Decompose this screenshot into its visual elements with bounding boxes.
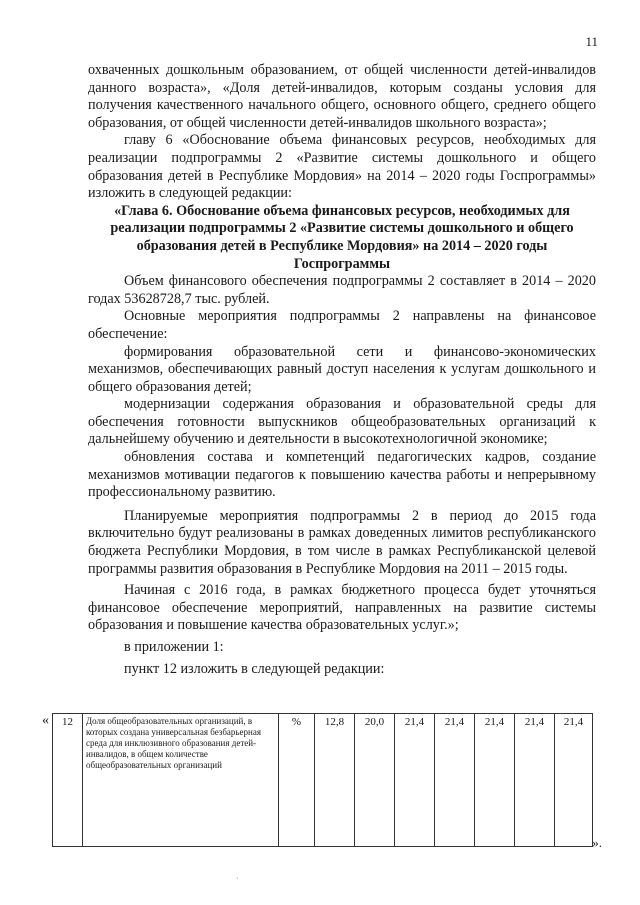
value-cell: 21,4 [515,714,555,847]
value-cell: 21,4 [435,714,475,847]
value-cell: 21,4 [395,714,435,847]
value-cell: 12,8 [315,714,355,847]
close-quote: ». [592,835,602,850]
indicator-table-block [42,713,602,850]
chapter-heading: «Глава 6. Обоснование объема финансовых ресурсов, необходимых для реализации подпрограммы 2 «Развитие системы дошкольного и общего образования детей в Республике Мордовия» на 2014 – 2020 годы Госпрограммы [110,202,574,272]
indicator-description: Доля общеобразовательных организаций, в которых создана универсальная безбарьерная среда для инклюзивного образования детей-инвалидов, в общем количестве общеобразовательных организаций [83,714,279,847]
footer-mark: · [236,874,239,883]
paragraph: охваченных дошкольным образованием, от общей численности детей-инвалидов данного возраста», «Доля детей-инвалидов, которым созданы условия для получения качественного начального общего, основного общего, среднего общего образования, от общей численности детей-инвалидов школьного возраста»; [88,62,596,131]
document-body [88,62,596,678]
paragraph: в приложении 1: [124,639,224,655]
page-number: 11 [585,34,598,49]
paragraph: Планируемые мероприятия подпрограммы 2 в период до 2015 года включительно будут реализованы в рамках доведенных лимитов республиканского бюджета Республики Мордовия, в том числе в рамках Республиканской целевой программы развития образования в Республике Мордовия на 2011 – 2015 годы. [88,507,596,577]
value-cell: 21,4 [555,714,593,847]
table-row [53,714,593,847]
indicator-table [52,713,593,847]
paragraph: Начиная с 2016 года, в рамках бюджетного процесса будет уточняться финансовое обеспечение мероприятий, направленных на развитие системы образования и повышение качества образовательных услуг.»; [88,582,596,634]
paragraph: пункт 12 изложить в следующей редакции: [124,660,385,677]
unit-cell: % [279,714,315,847]
paragraph: модернизации содержания образования и образовательной среды для обеспечения готовности выпускников общеобразовательных организаций к дальнейшему обучению и деятельности в высокотехнологичной экономике; [88,396,596,448]
row-number: 12 [53,714,83,847]
paragraph: Основные мероприятия подпрограммы 2 направлены на финансовое обеспечение: [88,308,596,342]
open-quote: « [42,713,49,728]
paragraph: обновления состава и компетенций педагогических кадров, создание механизмов мотивации педагогов к повышению качества работы и непрерывному профессиональному развитию. [88,449,596,501]
paragraph: Объем финансового обеспечения подпрограммы 2 составляет в 2014 – 2020 годах 53628728,7 тыс. рублей. [88,273,596,307]
value-cell: 20,0 [355,714,395,847]
value-cell: 21,4 [475,714,515,847]
paragraph: главу 6 «Обоснование объема финансовых ресурсов, необходимых для реализации подпрограммы 2 «Развитие системы дошкольного и общего образования детей в Республике Мордовия» на 2014 – 2020 годы Госпрограммы» изложить в следующей редакции: [88,132,596,202]
paragraph: формирования образовательной сети и финансово-экономических механизмов, обеспечивающих равный доступ населения к услугам дошкольного и общего образования детей; [88,343,596,395]
